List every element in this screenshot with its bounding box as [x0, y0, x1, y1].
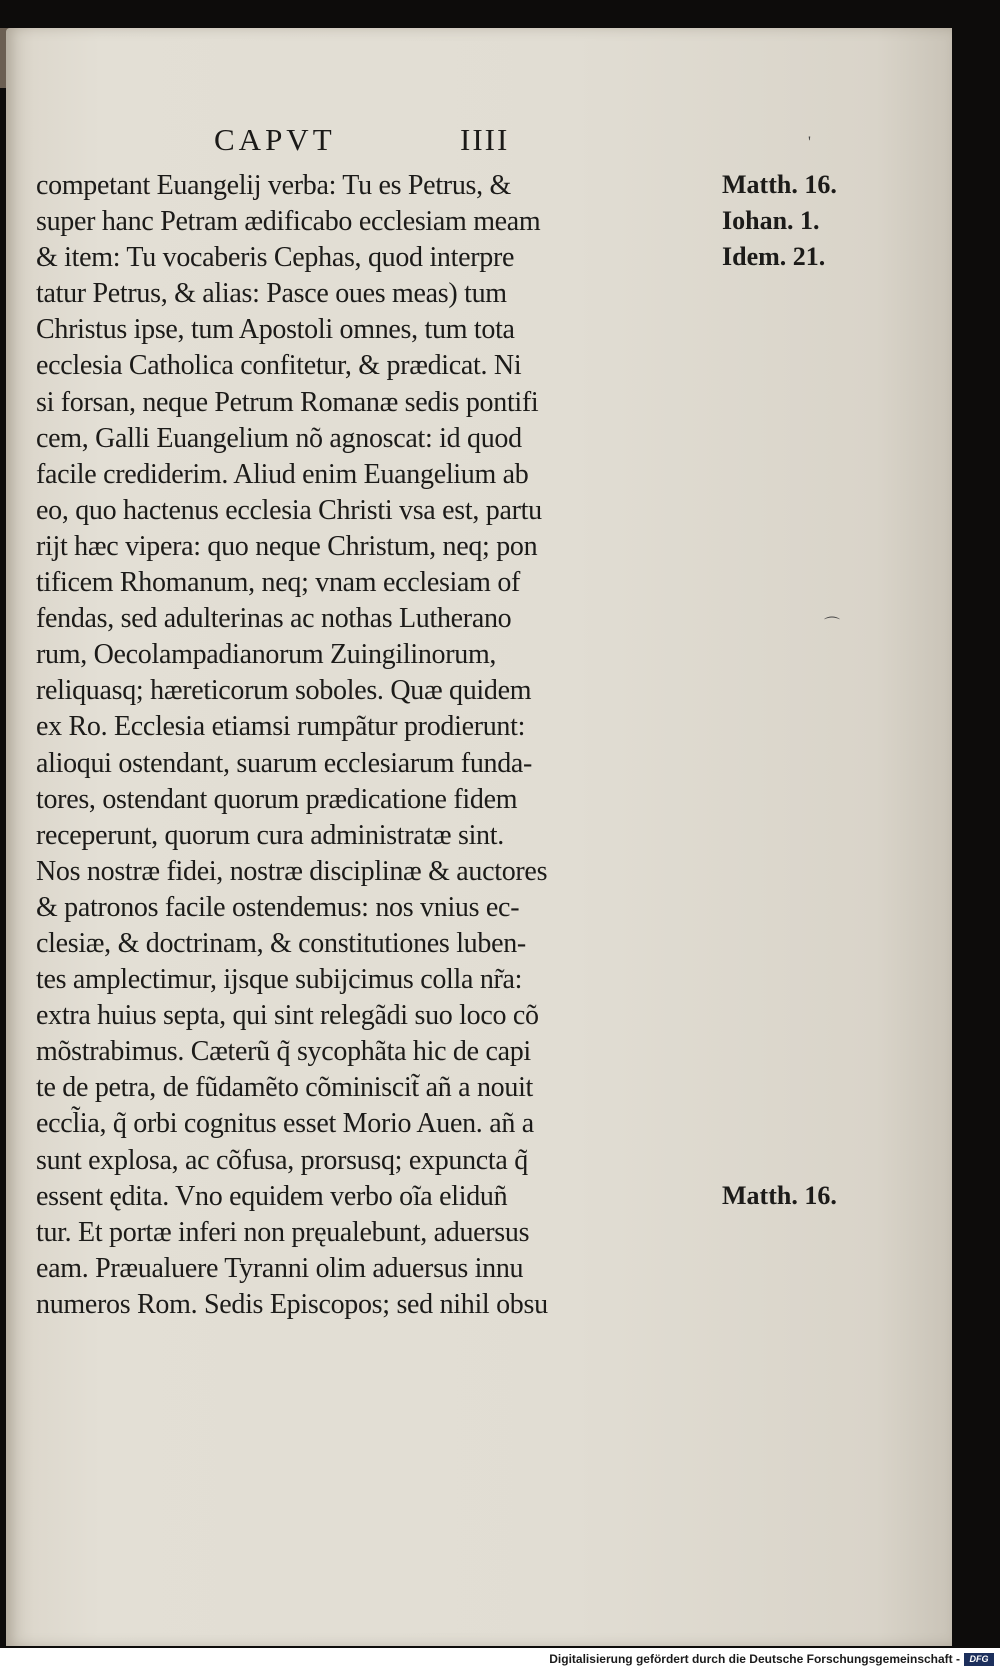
- text-line: clesiæ, & doctrinam, & constitutiones luben-: [36, 927, 526, 959]
- text-line: te de petra, de fũdamẽto cõminiscit̃ añ a nouit: [36, 1072, 534, 1104]
- text-line: fendas, sed adulterinas ac nothas Lutherano: [36, 603, 512, 635]
- text-line: super hanc Petram ædificabo ecclesiam meam: [36, 206, 541, 238]
- text-line: eam. Præualuere Tyranni olim aduersus innu: [36, 1252, 524, 1284]
- text-line: Nos nostræ fidei, nostræ disciplinæ & auctores: [36, 855, 548, 887]
- text-line: Christus ipse, tum Apostoli omnes, tum tota: [36, 314, 515, 346]
- marginal-reference: Matth. 16.: [722, 1180, 837, 1210]
- footer-bar: [0, 1648, 1000, 1672]
- chapter-number: IIII: [460, 122, 510, 157]
- text-line: si forsan, neque Petrum Romanæ sedis pontifi: [36, 386, 539, 418]
- text-line: reliquasq; hæreticorum soboles. Quæ quidem: [36, 675, 532, 707]
- body-text: [36, 168, 722, 1323]
- text-line: essent ędita. Vno equidem verbo oĩa eliduñ: [36, 1180, 508, 1212]
- text-line: tur. Et portæ inferi non pręualebunt, aduersus: [36, 1216, 530, 1248]
- text-line: alioqui ostendant, suarum ecclesiarum funda-: [36, 747, 533, 779]
- marginal-reference: Iohan. 1.: [722, 206, 820, 236]
- text-line: extra huius septa, qui sint relegãdi suo loco cõ: [36, 1000, 539, 1032]
- text-line: eo, quo hactenus ecclesia Christi vsa est, partu: [36, 494, 542, 526]
- text-line: rijt hæc vipera: quo neque Christum, neq; pon: [36, 530, 538, 562]
- text-line: rum, Oecolampadianorum Zuingilinorum,: [36, 639, 497, 671]
- text-line: tes amplectimur, ijsque subijcimus colla nr̃a:: [36, 964, 523, 996]
- dfg-logo: DFG: [964, 1653, 994, 1666]
- text-line: numeros Rom. Sedis Episcopos; sed nihil obsu: [36, 1288, 548, 1320]
- text-line: ecclesia Catholica confitetur, & prædicat. Ni: [36, 350, 522, 382]
- text-line: eccl̃ia, q̃ orbi cognitus esset Morio Auen. añ a: [36, 1108, 534, 1140]
- text-line: ex Ro. Ecclesia etiamsi rumpãtur prodierunt:: [36, 711, 526, 743]
- text-line: facile crediderim. Aliud enim Euangelium ab: [36, 458, 529, 490]
- text-line: & patronos facile ostendemus: nos vnius ec-: [36, 891, 520, 923]
- running-head: [214, 122, 554, 166]
- marginal-reference: Matth. 16.: [722, 170, 837, 199]
- chapter-heading: CAPVT: [214, 122, 336, 157]
- text-line: sunt explosa, ac cõfusa, prorsusq; expuncta q̃: [36, 1144, 528, 1176]
- text-line: & item: Tu vocaberis Cephas, quod interpre: [36, 242, 515, 274]
- marginal-reference: Idem. 21.: [722, 242, 826, 272]
- text-line: receperunt, quorum cura administratæ sint.: [36, 819, 504, 851]
- text-line: tatur Petrus, & alias: Pasce oues meas) tum: [36, 278, 507, 310]
- text-line: mõstrabimus. Cæterũ q̃ sycophãta hic de capi: [36, 1036, 531, 1068]
- ink-speck: ⌒: [824, 617, 841, 634]
- text-line: cem, Galli Euangelium nõ agnoscat: id quod: [36, 422, 522, 454]
- text-line: tificem Rhomanum, neq; vnam ecclesiam of: [36, 567, 521, 599]
- text-line: competant Euangelij verba: Tu es Petrus, &: [36, 170, 511, 201]
- ink-speck: ': [808, 134, 811, 151]
- funding-credit: Digitalisierung gefördert durch die Deutsche Forschungsgemeinschaft -: [549, 1652, 960, 1666]
- text-line: tores, ostendant quorum prædicatione fidem: [36, 783, 518, 815]
